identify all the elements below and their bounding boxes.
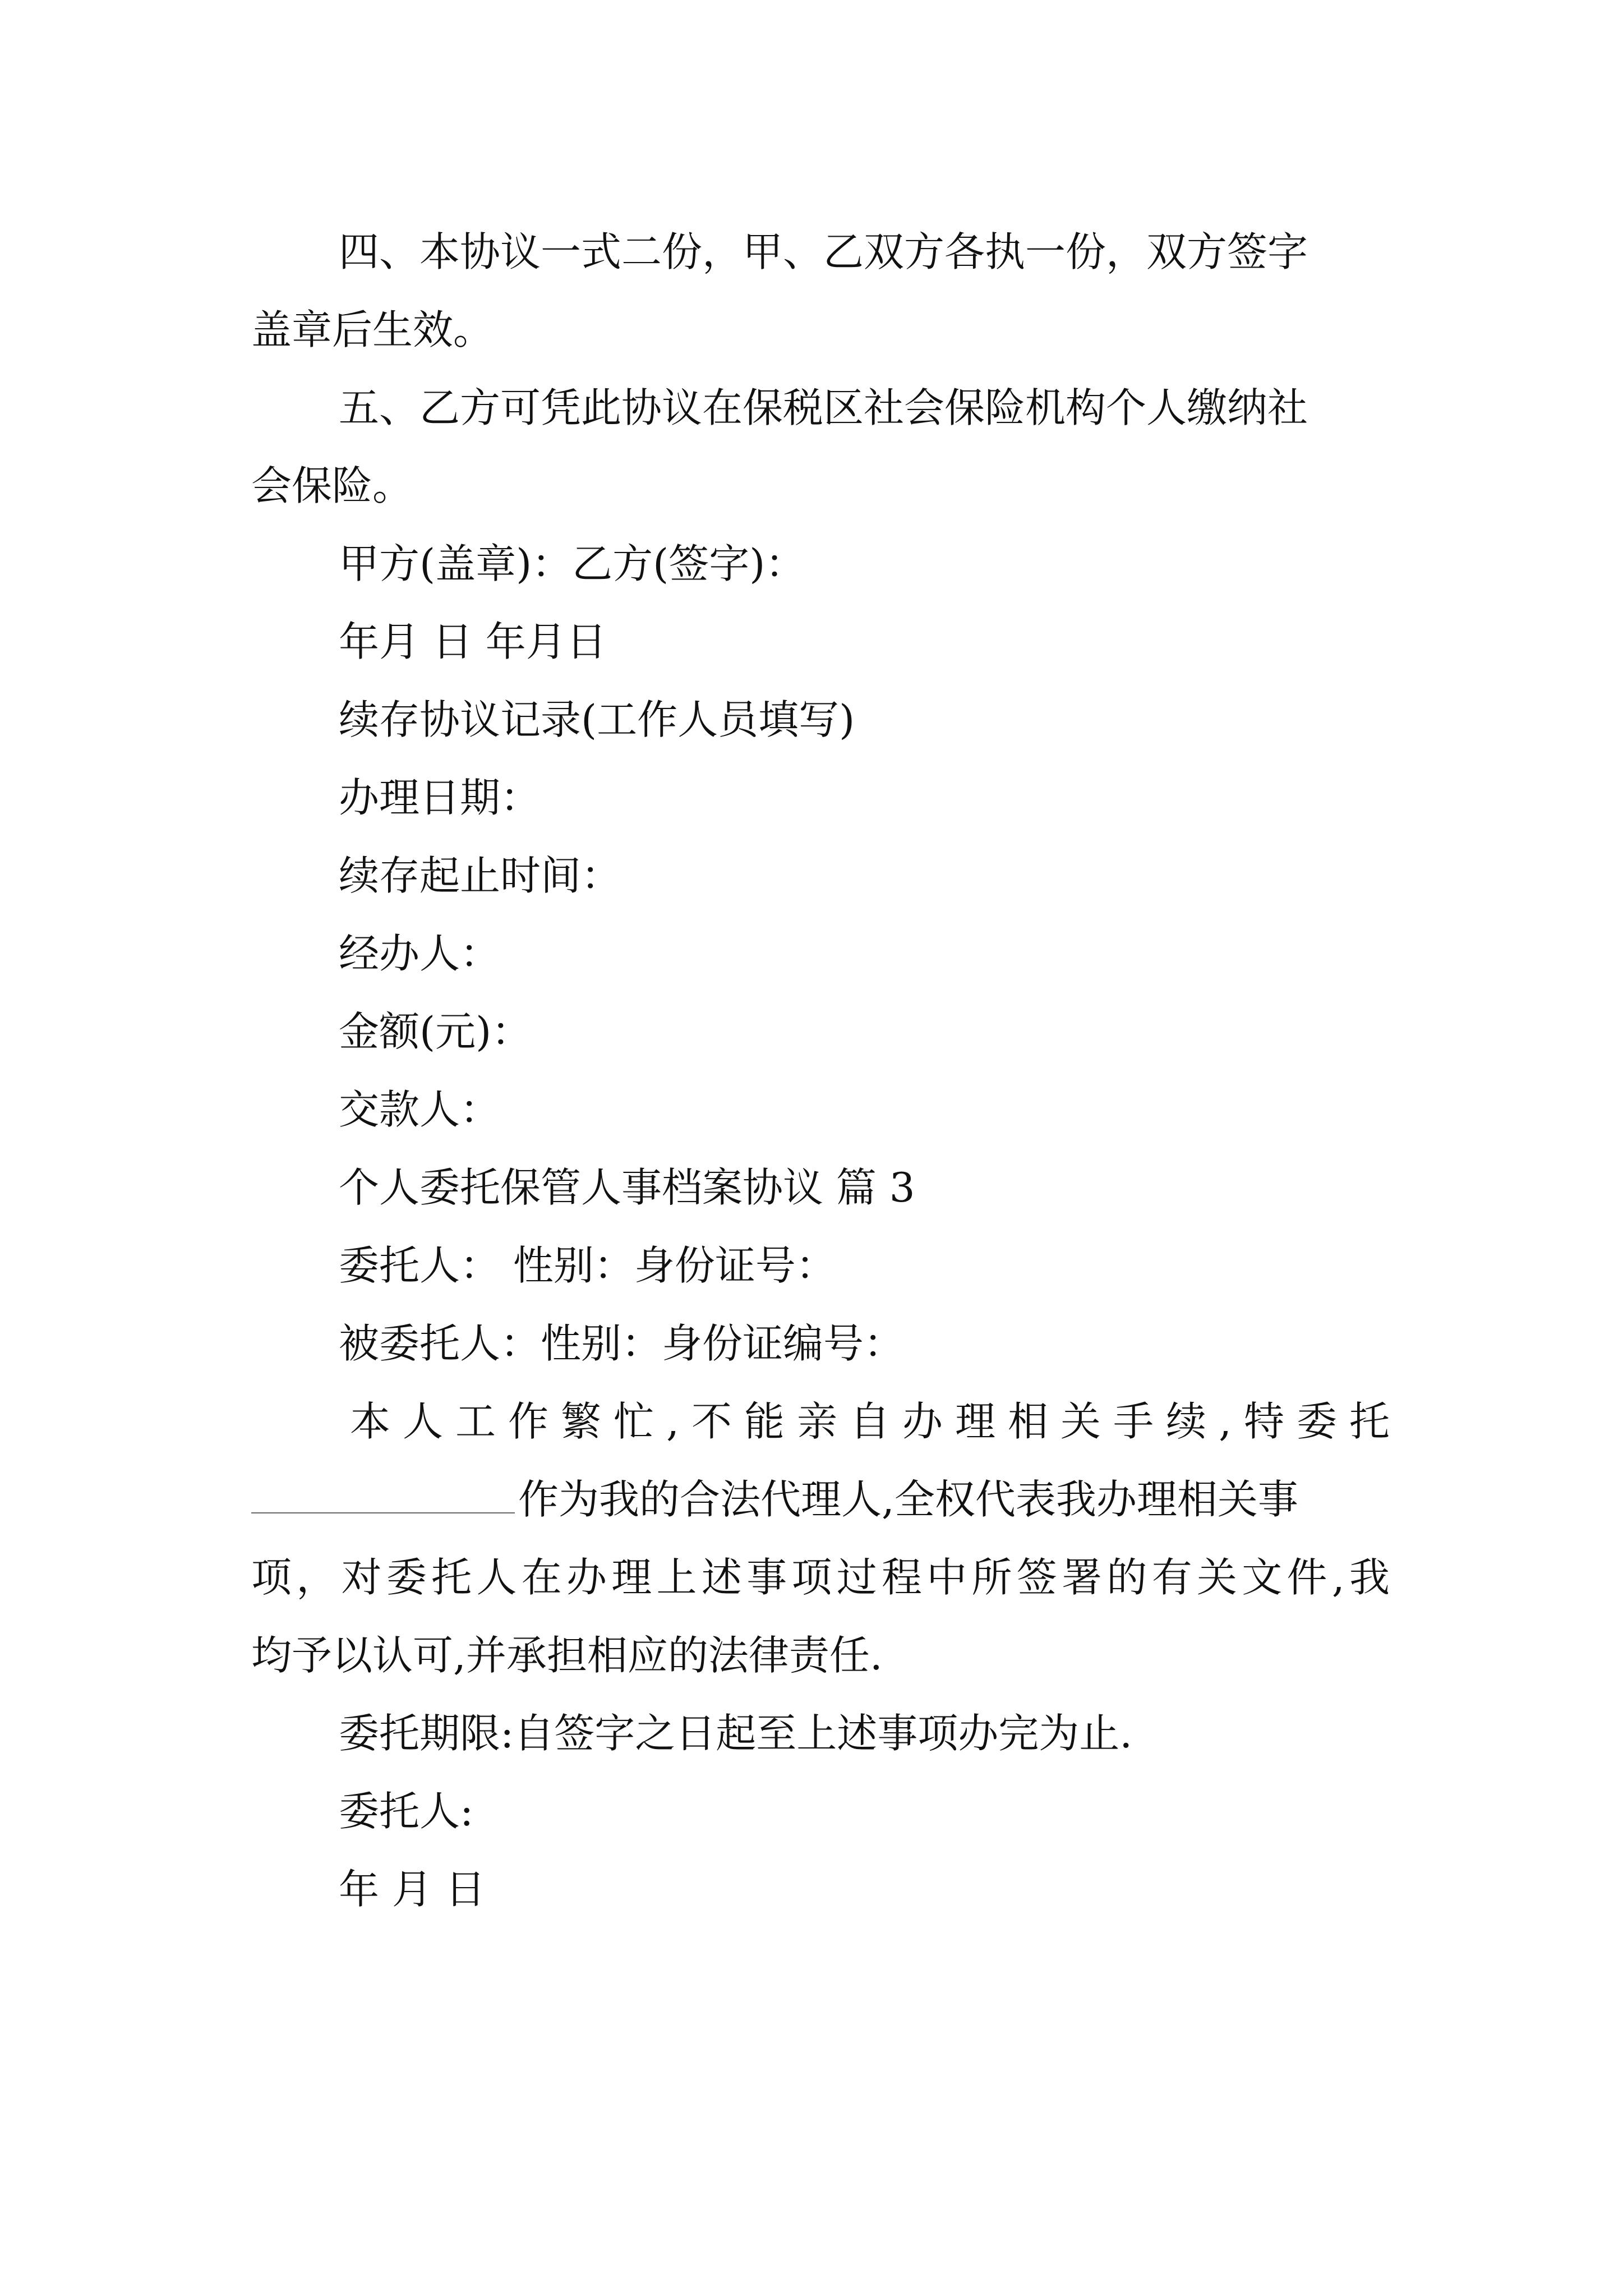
clause-5-line-2: 会保险。 (251, 462, 413, 509)
agent-info: 被委托人：性别：身份证编号： (339, 1320, 905, 1367)
document-body (251, 213, 1390, 1929)
payer-field: 交款人： (339, 1086, 501, 1133)
clause-4-line-2: 盖章后生效。 (251, 306, 494, 353)
section-title: 个人委托保管人事档案协议 篇 3 (339, 1164, 915, 1211)
statement-line-3: 项，对委托人在办理上述事项过程中所签署的有关文件,我 (251, 1554, 1390, 1601)
handler-field: 经办人： (339, 930, 501, 977)
entrustment-term: 委托期限:自签字之日起至上述事项办完为止. (339, 1710, 1133, 1757)
statement-line-2 (251, 1461, 1390, 1539)
handling-date-field: 办理日期： (339, 774, 541, 821)
renewal-period-field: 续存起止时间： (339, 852, 622, 899)
amount-field: 金额(元)： (339, 1008, 532, 1055)
principal-signature: 委托人: (339, 1788, 474, 1835)
signature-parties: 甲方(盖章)：乙方(签字)： (339, 540, 806, 587)
signature-dates: 年月 日 年月日 (339, 618, 607, 665)
statement-line-2-text: 作为我的合法代理人,全权代表我办理相关事 (518, 1476, 1298, 1523)
clause-4-line-1: 四、本协议一式二份，甲、乙双方各执一份，双方签字 (339, 228, 1308, 275)
renewal-record-heading: 续存协议记录(工作人员填写) (339, 696, 855, 743)
principal-info: 委托人： 性别：身份证号： (339, 1242, 836, 1289)
closing-date: 年 月 日 (339, 1866, 486, 1913)
clause-5-line-1: 五、乙方可凭此协议在保税区社会保险机构个人缴纳社 (339, 384, 1308, 431)
statement-line-4: 均予以认可,并承担相应的法律责任. (251, 1632, 883, 1679)
statement-line-1: 本人工作繁忙,不能亲自办理相关手续,特委托 (350, 1398, 1390, 1445)
agent-name-blank (251, 1478, 515, 1513)
